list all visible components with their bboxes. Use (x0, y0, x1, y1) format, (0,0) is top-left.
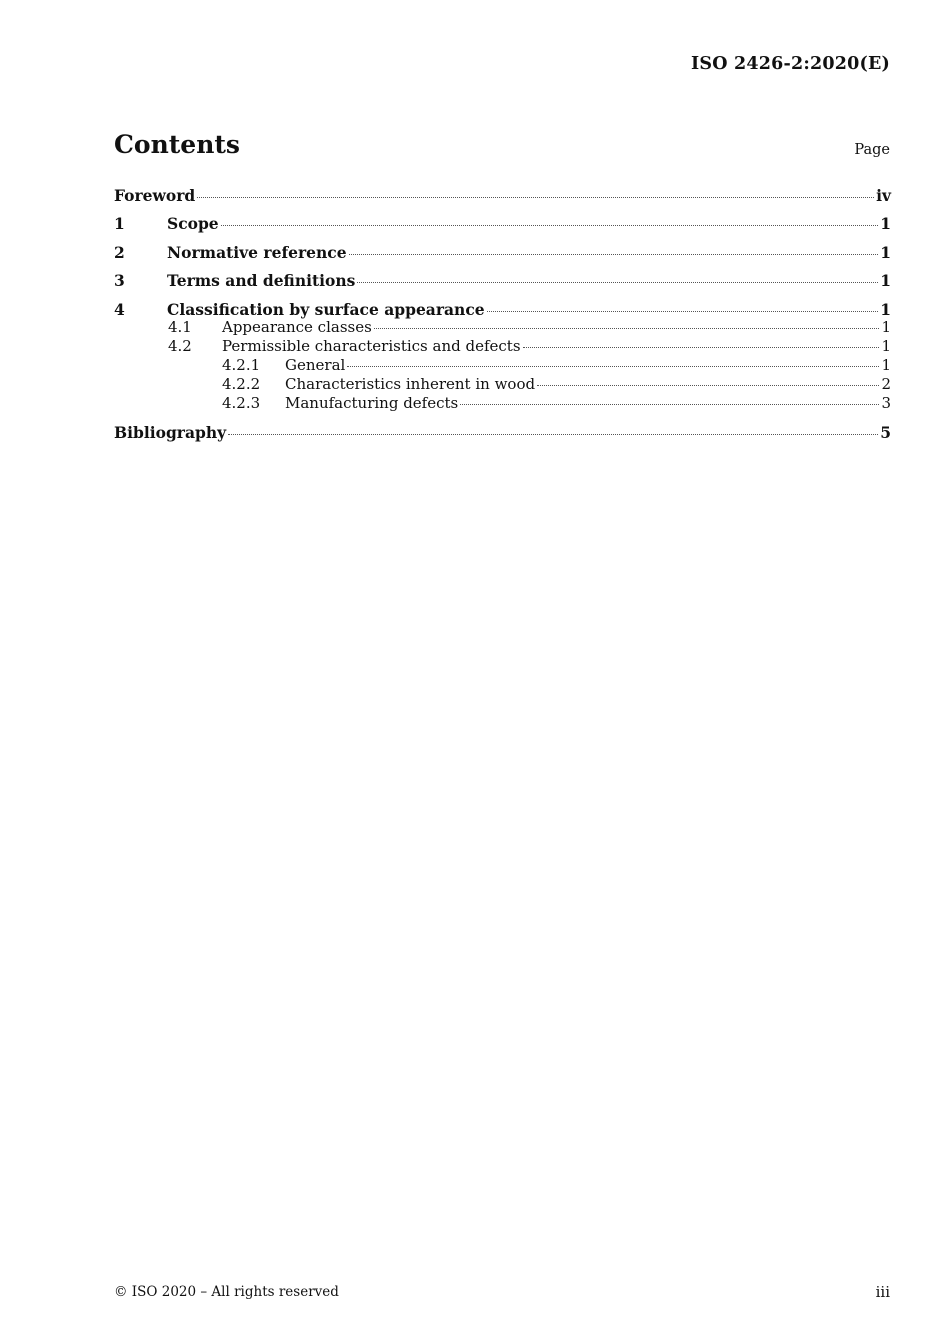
toc-entry-title: Characteristics inherent in wood (285, 375, 536, 394)
contents-title: Contents (114, 130, 241, 159)
toc-leader-dots (228, 434, 878, 435)
document-id: ISO 2426-2:2020(E) (691, 54, 890, 74)
toc-entry-page: 1 (880, 299, 891, 319)
toc-leader-dots (487, 311, 879, 312)
toc-entry-scope[interactable] (114, 213, 891, 242)
toc-entry-title: Normative reference (167, 242, 347, 262)
toc-leader-dots (349, 254, 879, 255)
toc-entry-page: iv (876, 186, 891, 205)
table-of-contents (114, 185, 891, 451)
toc-entry-number: 4.2 (168, 336, 192, 355)
footer-copyright: © ISO 2020 – All rights reserved (114, 1284, 339, 1300)
toc-entry-manufacturing-defects[interactable] (114, 394, 891, 422)
toc-entry-title: Foreword (114, 186, 196, 205)
toc-entry-title: Terms and definitions (167, 271, 356, 290)
toc-entry-page: 1 (880, 271, 891, 290)
toc-entry-page: 3 (881, 394, 891, 413)
toc-entry-general[interactable] (114, 356, 891, 375)
toc-leader-dots (537, 385, 879, 386)
toc-entry-number: 1 (114, 214, 125, 233)
toc-entry-page: 1 (881, 355, 891, 374)
toc-entry-title: Bibliography (114, 423, 227, 443)
toc-leader-dots (460, 404, 879, 405)
toc-entry-terms-and-definitions[interactable] (114, 270, 891, 299)
toc-entry-number: 4 (114, 299, 125, 319)
toc-entry-characteristics-inherent[interactable] (114, 375, 891, 394)
toc-leader-dots (221, 225, 879, 226)
toc-entry-title: Scope (167, 214, 219, 233)
toc-entry-permissible-characteristics[interactable] (114, 337, 891, 356)
toc-entry-title: Appearance classes (222, 317, 372, 336)
toc-entry-normative-reference[interactable] (114, 242, 891, 271)
toc-entry-page: 2 (881, 375, 891, 394)
toc-entry-number: 3 (114, 271, 125, 290)
page-column-label: Page (854, 142, 890, 158)
toc-entry-page: 1 (881, 336, 891, 355)
toc-entry-title: Manufacturing defects (285, 394, 459, 413)
toc-leader-dots (347, 366, 879, 367)
toc-entry-title: General (285, 355, 346, 374)
toc-entry-classification[interactable] (114, 299, 891, 318)
toc-entry-number: 4.2.3 (222, 394, 261, 413)
toc-entry-page: 1 (880, 242, 891, 262)
toc-entry-title: Permissible characteristics and defects (222, 336, 521, 355)
toc-entry-page: 5 (880, 423, 891, 443)
toc-entry-bibliography[interactable] (114, 422, 891, 451)
toc-entry-number: 4.1 (168, 317, 192, 336)
toc-leader-dots (523, 347, 880, 348)
toc-entry-appearance-classes[interactable] (114, 318, 891, 337)
toc-leader-dots (374, 328, 880, 329)
toc-entry-number: 4.2.2 (222, 375, 261, 394)
toc-leader-dots (357, 282, 878, 283)
footer-page-number: iii (875, 1283, 890, 1301)
toc-entry-page: 1 (881, 317, 891, 336)
toc-entry-title: Classification by surface appearance (167, 299, 485, 319)
toc-entry-number: 2 (114, 242, 125, 262)
toc-entry-number: 4.2.1 (222, 355, 261, 374)
toc-entry-page: 1 (880, 214, 891, 233)
toc-entry-foreword[interactable] (114, 185, 891, 213)
toc-leader-dots (197, 197, 874, 198)
